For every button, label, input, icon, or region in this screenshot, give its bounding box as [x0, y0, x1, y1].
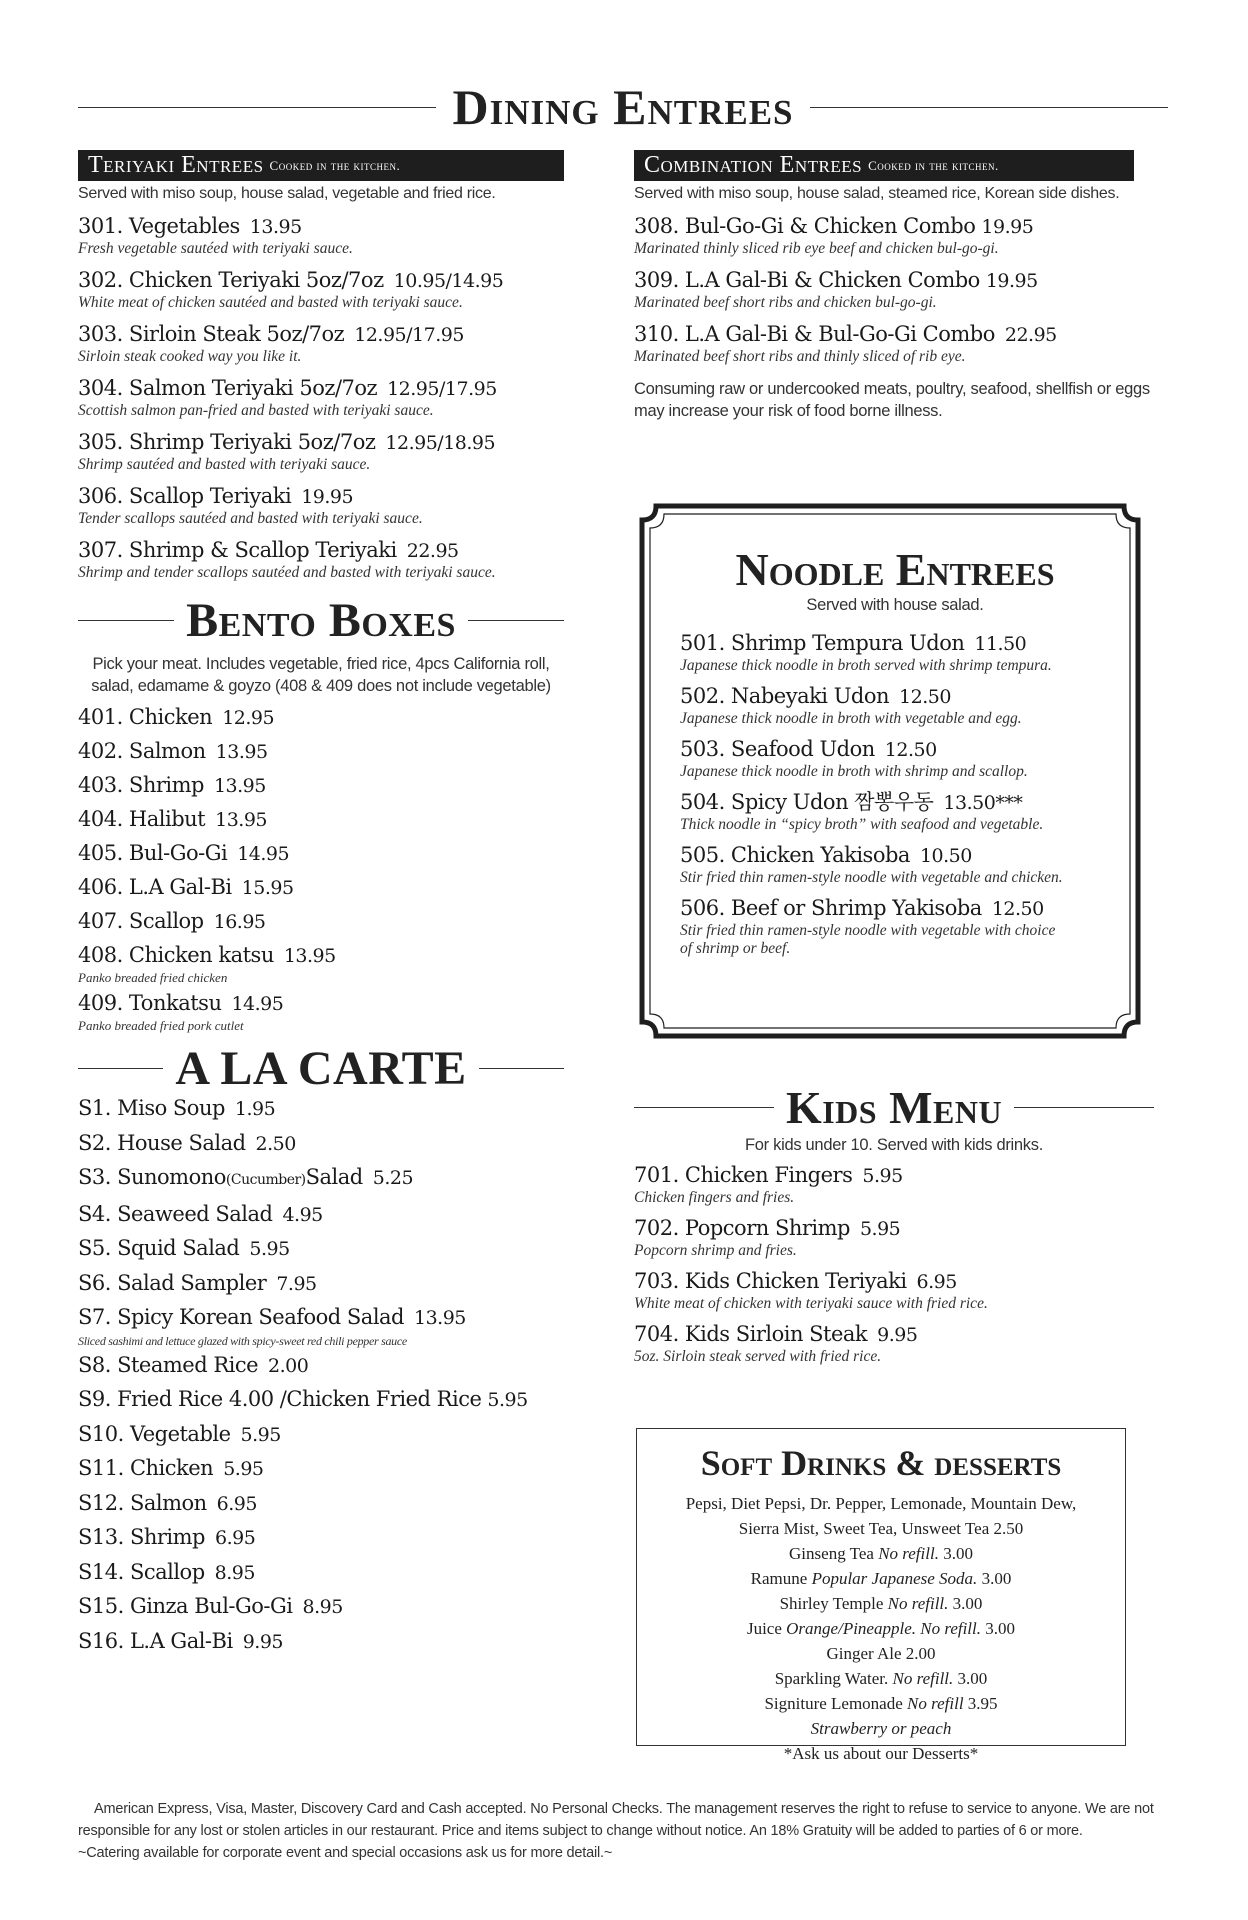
menu-item: [78, 1268, 564, 1301]
bento-rule-left: [78, 620, 174, 621]
item-description: Stir fried thin ramen-style noodle with vegetable and chicken.: [680, 869, 1063, 886]
item-price: 22.95: [1004, 324, 1057, 346]
item-name: S11. Chicken: [78, 1456, 214, 1480]
item-price: 8.95: [302, 1596, 343, 1618]
item-price: 13.95: [283, 945, 336, 967]
menu-item: [78, 483, 564, 528]
teriyaki-heading: Teriyaki Entrees: [88, 152, 264, 178]
item-description: Shrimp sautéed and basted with teriyaki sauce.: [78, 456, 371, 473]
item-description: Stir fried thin ramen-style noodle with vegetable with choice: [680, 922, 1056, 939]
item-name-sub: (Cucumber): [225, 1172, 306, 1188]
menu-item: [78, 1419, 564, 1452]
noodle-content: [680, 546, 1110, 966]
kids-served: For kids under 10. Served with kids drinks.: [745, 1136, 1043, 1154]
item-price: 12.95/17.95: [354, 324, 464, 346]
item-price: 13.95: [213, 775, 266, 797]
drink-line: [637, 1666, 1125, 1691]
item-name: 308. Bul-Go-Gi & Chicken Combo: [634, 214, 976, 238]
item-description: Chicken fingers and fries.: [634, 1189, 795, 1206]
drink-price: 3.00: [943, 1544, 973, 1563]
item-name: 504. Spicy Udon 짬뽕우동: [680, 790, 934, 814]
menu-item: [78, 1199, 564, 1232]
item-name: S13. Shrimp: [78, 1525, 205, 1549]
item-description: Panko breaded fried pork cutlet: [78, 1018, 244, 1033]
menu-item: [78, 1453, 564, 1486]
menu-item: [634, 1321, 1154, 1366]
drink-name: Juice: [746, 1619, 782, 1638]
item-price: 2.00: [268, 1354, 309, 1377]
item-price: 6.95: [216, 1492, 257, 1515]
menu-item: [78, 1093, 564, 1126]
item-name: 306. Scallop Teriyaki: [78, 484, 292, 508]
noodle-served: Served with house salad.: [806, 596, 984, 614]
item-price: 9.95: [877, 1324, 918, 1346]
item-name: 408. Chicken katsu: [78, 943, 274, 967]
item-price: 5.95: [487, 1389, 528, 1411]
menu-item: [680, 736, 1110, 781]
item-price: 5.95: [249, 1238, 290, 1260]
menu-item: [78, 1384, 564, 1417]
drink-price: 3.00: [957, 1669, 988, 1688]
item-description: Shrimp and tender scallops sautéed and basted with teriyaki sauce.: [78, 564, 496, 581]
item-price: 10.95/14.95: [393, 270, 504, 292]
menu-item: [78, 737, 564, 767]
item-name: 302. Chicken Teriyaki 5oz/7oz: [78, 268, 384, 292]
drink-note: Orange/Pineapple. No refill.: [786, 1619, 982, 1638]
combination-heading-note: Cooked in the kitchen.: [868, 157, 999, 173]
footer-line2: responsible for any lost or stolen articles in our restaurant. Price and items subject to change without notice. An 18% Gratuity will be added to parties of 6 or more.: [78, 1823, 1083, 1839]
item-description: Japanese thick noodle in broth with shrimp and scallop.: [680, 763, 1028, 780]
menu-item: [78, 805, 564, 835]
menu-item: [634, 1268, 1154, 1313]
menu-item: [78, 267, 564, 312]
item-name: S16. L.A Gal-Bi: [78, 1628, 233, 1653]
item-name: 303. Sirloin Steak 5oz/7oz: [78, 322, 345, 346]
item-description: Fresh vegetable sautéed with teriyaki sauce.: [78, 240, 353, 257]
left-column: [78, 150, 564, 1660]
kids-title-row: [634, 1080, 1154, 1134]
menu-item: [78, 1626, 564, 1659]
menu-item: [78, 1162, 564, 1197]
item-description: 5oz. Sirloin steak served with fried rice.: [634, 1348, 882, 1365]
page-title: Dining Entrees: [452, 79, 794, 135]
item-price: 4.95: [282, 1203, 323, 1226]
item-price: 9.95: [242, 1630, 283, 1653]
item-price: 19.95: [981, 216, 1034, 238]
drink-line: [637, 1516, 1125, 1541]
food-safety-warning: [634, 378, 1154, 422]
menu-item: [680, 789, 1110, 834]
menu-item: [680, 895, 1110, 958]
teriyaki-heading-bar: [78, 150, 564, 181]
menu-item: [634, 1215, 1154, 1260]
drink-line: [637, 1541, 1125, 1566]
menu-item: [78, 771, 564, 801]
item-name: 403. Shrimp: [78, 773, 204, 797]
item-name: 401. Chicken: [78, 705, 213, 729]
menu-item: [78, 1522, 564, 1555]
menu-item: [78, 1488, 564, 1521]
carte-heading: A LA CARTE: [175, 1041, 467, 1095]
item-price: 13.95: [215, 741, 268, 763]
item-price: 5.95: [240, 1423, 281, 1446]
carte-rule-right: [479, 1068, 564, 1069]
item-description: Thick noodle in “spicy broth” with seafood and vegetable.: [680, 816, 1044, 833]
item-description: Sliced sashimi and lettuce glazed with spicy-sweet red chili pepper sauce: [78, 1333, 407, 1348]
item-name: 304. Salmon Teriyaki 5oz/7oz: [78, 376, 378, 400]
drink-price: 2.00: [905, 1644, 936, 1663]
bento-note: [78, 653, 564, 697]
item-description: Japanese thick noodle in broth with vegetable and egg.: [680, 710, 1022, 727]
item-price: 12.50: [884, 739, 937, 761]
item-name: 402. Salmon: [78, 739, 206, 763]
item-price: 10.50: [919, 845, 972, 867]
drink-note: Strawberry or peach: [810, 1719, 952, 1738]
item-price: 14.95: [237, 843, 290, 865]
menu-item: [78, 537, 564, 582]
item-name: 307. Shrimp & Scallop Teriyaki: [78, 538, 397, 562]
item-name: 406. L.A Gal-Bi: [78, 875, 232, 899]
item-name: 501. Shrimp Tempura Udon: [680, 631, 965, 655]
drink-name: Sierra Mist, Sweet Tea, Unsweet Tea: [738, 1519, 990, 1538]
warning-line2: may increase your risk of food borne illness.: [634, 402, 943, 420]
menu-item: [78, 1233, 564, 1266]
bento-title-row: [78, 591, 564, 649]
item-description: White meat of chicken with teriyaki sauce with fried rice.: [634, 1295, 988, 1312]
teriyaki-served: Served with miso soup, house salad, vegetable and fried rice.: [78, 185, 496, 202]
item-price: 1.95: [234, 1098, 276, 1120]
item-name: 301. Vegetables: [78, 214, 240, 238]
combination-served: Served with miso soup, house salad, steamed rice, Korean side dishes.: [634, 185, 1120, 202]
item-price: 8.95: [214, 1561, 255, 1584]
menu-item: [78, 213, 564, 258]
item-description-line2: of shrimp or beef.: [680, 940, 791, 957]
drink-price: 3.00: [981, 1569, 1012, 1588]
noodle-section: [634, 498, 1146, 1044]
drink-note: No refill: [907, 1694, 964, 1713]
drink-name: Shirley Temple: [779, 1594, 884, 1613]
bento-note-line2: salad, edamame & goyzo (408 & 409 does not include vegetable): [91, 677, 551, 695]
main-title-row: [78, 79, 1168, 135]
item-name: 701. Chicken Fingers: [634, 1163, 853, 1187]
item-price: 12.50: [991, 898, 1044, 920]
menu-item: [78, 941, 564, 985]
item-price: 6.95: [916, 1271, 957, 1293]
item-name: 309. L.A Gal-Bi & Chicken Combo: [634, 268, 980, 292]
menu-item: [78, 839, 564, 869]
menu-item: [680, 630, 1110, 675]
item-price: 13.50***: [943, 792, 1023, 814]
kids-rule-right: [1014, 1107, 1154, 1108]
drink-line: [637, 1716, 1125, 1741]
drink-line: [637, 1491, 1125, 1516]
a-la-carte-section: [78, 1043, 564, 1658]
drink-note: No refill.: [892, 1669, 954, 1688]
item-name: S14. Scallop: [78, 1559, 205, 1584]
item-price: 19.95: [301, 486, 354, 508]
item-price: 12.95/18.95: [385, 432, 496, 454]
drink-name: Signiture Lemonade: [764, 1694, 903, 1713]
item-price: 15.95: [241, 877, 294, 899]
item-name: S15. Ginza Bul-Go-Gi: [78, 1594, 293, 1618]
drink-price: 3.00: [952, 1594, 983, 1613]
kids-heading: Kids Menu: [785, 1081, 1003, 1133]
item-name: S2. House Salad: [78, 1130, 246, 1155]
item-name: S9. Fried Rice 4.00 /Chicken Fried Rice: [78, 1387, 482, 1411]
item-price: 14.95: [231, 993, 284, 1015]
item-price: 5.25: [372, 1167, 414, 1189]
drink-name: Sparkling Water.: [774, 1669, 889, 1688]
item-price: 16.95: [213, 911, 266, 933]
teriyaki-section: [78, 150, 564, 582]
drink-line: [637, 1616, 1125, 1641]
title-rule-left: [78, 107, 436, 108]
drink-line: [637, 1591, 1125, 1616]
item-description: White meat of chicken sautéed and basted with teriyaki sauce.: [78, 294, 463, 311]
carte-title-row: [78, 1043, 564, 1093]
item-name: S8. Steamed Rice: [78, 1352, 259, 1377]
item-price: 12.50: [899, 686, 951, 708]
footer-line3: ~Catering available for corporate event and special occasions ask us for more detail.~: [78, 1845, 613, 1861]
menu-item: [680, 842, 1110, 887]
item-name: 310. L.A Gal-Bi & Bul-Go-Gi Combo: [634, 322, 995, 346]
item-price: 5.95: [859, 1218, 901, 1240]
drinks-heading: Soft Drinks & desserts: [700, 1443, 1062, 1483]
item-name: 502. Nabeyaki Udon: [680, 684, 890, 708]
item-name: S3. Sunomono: [78, 1165, 226, 1189]
item-price: 13.95: [414, 1307, 466, 1329]
item-price: 5.95: [223, 1458, 264, 1480]
drink-name: Ginger Ale: [826, 1644, 902, 1663]
menu-item: [78, 321, 564, 366]
bento-heading: Bento Boxes: [186, 593, 456, 647]
item-name: 407. Scallop: [78, 909, 204, 933]
menu-item: [78, 703, 564, 733]
menu-item: [78, 1591, 564, 1624]
menu-item: [634, 213, 1154, 258]
drink-note: No refill.: [878, 1544, 939, 1563]
item-price: 2.50: [255, 1132, 296, 1155]
drink-name: Ramune: [750, 1569, 808, 1588]
menu-item: [78, 429, 564, 474]
item-name: S7. Spicy Korean Seafood Salad: [78, 1305, 404, 1329]
item-name: 703. Kids Chicken Teriyaki: [634, 1269, 907, 1293]
item-price: 22.95: [406, 540, 459, 562]
item-price: 13.95: [249, 216, 302, 238]
bento-note-line1: Pick your meat. Includes vegetable, fried rice, 4pcs California roll,: [92, 655, 550, 673]
item-name: 503. Seafood Udon: [680, 737, 875, 761]
teriyaki-heading-note: Cooked in the kitchen.: [269, 157, 401, 173]
drink-name: Pepsi, Diet Pepsi, Dr. Pepper, Lemonade, Mountain Dew,: [685, 1494, 1077, 1513]
menu-item: [78, 375, 564, 420]
item-description: Panko breaded fried chicken: [78, 970, 228, 985]
drink-price: 3.00: [985, 1619, 1016, 1638]
item-description: Marinated beef short ribs and chicken bul-go-gi.: [634, 294, 937, 311]
menu-item: [680, 683, 1110, 728]
menu-item: [634, 321, 1154, 366]
item-description: Tender scallops sautéed and basted with teriyaki sauce.: [78, 510, 423, 527]
item-name: S10. Vegetable: [78, 1421, 231, 1446]
item-price: 7.95: [276, 1272, 317, 1295]
drink-price: 3.95: [967, 1694, 998, 1713]
drink-name: Ginseng Tea: [789, 1544, 874, 1563]
item-description: Popcorn shrimp and fries.: [634, 1242, 797, 1259]
warning-line1: Consuming raw or undercooked meats, poultry, seafood, shellfish or eggs: [634, 380, 1150, 398]
item-description: Sirloin steak cooked way you like it.: [78, 348, 302, 365]
menu-item: [78, 1302, 564, 1348]
drink-line: [637, 1566, 1125, 1591]
item-name: 506. Beef or Shrimp Yakisoba: [680, 896, 982, 920]
dessert-note: *Ask us about our Desserts*: [783, 1744, 979, 1763]
item-price: 5.95: [862, 1165, 903, 1187]
item-name: S5. Squid Salad: [78, 1236, 240, 1260]
item-price: 19.95: [985, 270, 1038, 292]
item-name: 305. Shrimp Teriyaki 5oz/7oz: [78, 430, 376, 454]
drink-note: Popular Japanese Soda.: [811, 1569, 978, 1588]
carte-rule-left: [78, 1068, 163, 1069]
item-name: 405. Bul-Go-Gi: [78, 841, 228, 865]
footer-notice: [78, 1798, 1158, 1864]
item-price: 12.95/17.95: [387, 378, 497, 400]
item-description: Scottish salmon pan-fried and basted with teriyaki sauce.: [78, 402, 434, 419]
drink-line: [637, 1741, 1125, 1766]
footer-line1: American Express, Visa, Master, Discovery Card and Cash accepted. No Personal Checks. The management reserves the right to refuse to service to anyone. We are not: [94, 1801, 1154, 1817]
item-name: S1. Miso Soup: [78, 1096, 225, 1120]
right-column: [634, 150, 1154, 422]
drink-price: 2.50: [993, 1519, 1024, 1538]
kids-rule-left: [634, 1107, 774, 1108]
drink-line: [637, 1641, 1125, 1666]
menu-item: [78, 989, 564, 1033]
item-price: 13.95: [215, 809, 268, 831]
drink-note: No refill.: [887, 1594, 949, 1613]
item-name-end: Salad: [305, 1165, 363, 1189]
bento-rule-right: [468, 620, 564, 621]
combination-heading: Combination Entrees: [644, 152, 863, 178]
item-name: S6. Salad Sampler: [78, 1270, 267, 1295]
item-name: 505. Chicken Yakisoba: [680, 843, 910, 867]
kids-section: [634, 1080, 1154, 1374]
item-description: Japanese thick noodle in broth served with shrimp tempura.: [680, 657, 1052, 674]
menu-item: [78, 1557, 564, 1590]
item-name: 409. Tonkatsu: [78, 991, 222, 1015]
menu-item: [78, 1350, 564, 1383]
combination-section: [634, 150, 1154, 422]
noodle-heading: Noodle Entrees: [735, 544, 1055, 595]
menu-item: [634, 267, 1154, 312]
title-rule-right: [810, 107, 1168, 108]
item-name: 404. Halibut: [78, 807, 206, 831]
bento-section: [78, 591, 564, 1033]
item-price: 11.50: [974, 633, 1027, 655]
menu-item: [634, 1162, 1154, 1207]
item-name: 704. Kids Sirloin Steak: [634, 1322, 868, 1346]
item-description: Marinated beef short ribs and thinly sliced of rib eye.: [634, 348, 966, 365]
menu-item: [78, 907, 564, 937]
menu-item: [78, 873, 564, 903]
menu-item: [78, 1128, 564, 1161]
item-name: 702. Popcorn Shrimp: [634, 1216, 850, 1240]
drinks-section: [636, 1428, 1126, 1763]
combination-heading-bar: [634, 150, 1134, 181]
item-price: 6.95: [214, 1527, 256, 1549]
item-description: Marinated thinly sliced rib eye beef and chicken bul-go-gi.: [634, 240, 999, 257]
item-name: S12. Salmon: [78, 1490, 207, 1515]
item-price: 12.95: [222, 707, 275, 729]
item-name: S4. Seaweed Salad: [78, 1201, 273, 1226]
drink-line: [637, 1691, 1125, 1716]
